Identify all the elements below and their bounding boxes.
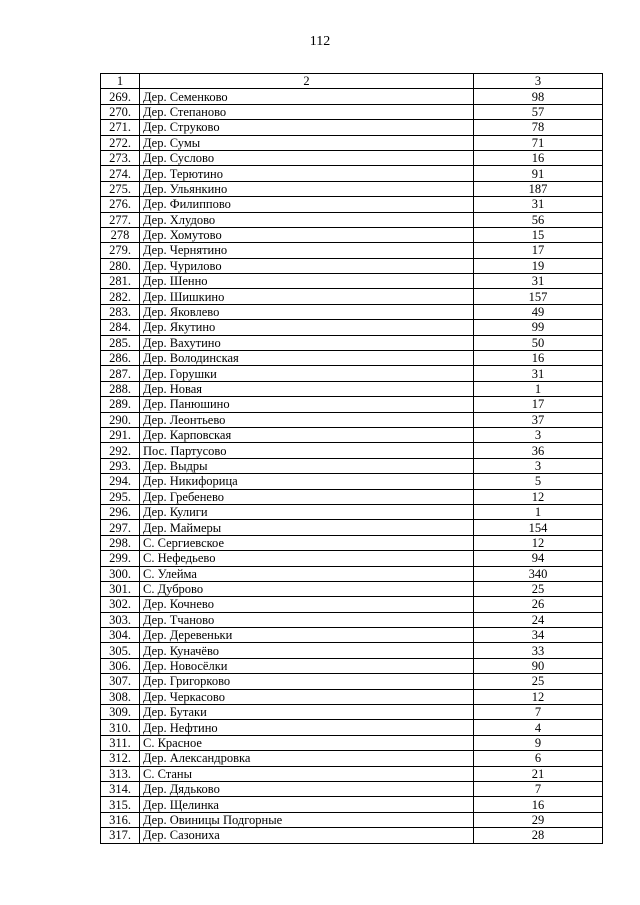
table-row	[101, 320, 603, 335]
row-number-cell: 285.	[101, 335, 140, 350]
table-row	[101, 504, 603, 519]
row-number-cell: 295.	[101, 489, 140, 504]
settlement-name-cell: Дер. Щелинка	[140, 797, 474, 812]
table-row	[101, 597, 603, 612]
table-row	[101, 366, 603, 381]
value-cell: 98	[474, 89, 603, 104]
row-number-cell: 270.	[101, 104, 140, 119]
value-cell: 9	[474, 735, 603, 750]
value-cell: 187	[474, 181, 603, 196]
table-body	[101, 74, 603, 844]
value-cell: 28	[474, 828, 603, 843]
settlement-name-cell: Дер. Хомутово	[140, 227, 474, 242]
value-cell: 154	[474, 520, 603, 535]
value-cell: 21	[474, 766, 603, 781]
settlement-name-cell: Дер. Карповская	[140, 427, 474, 442]
value-cell: 91	[474, 166, 603, 181]
value-cell: 49	[474, 304, 603, 319]
row-number-cell: 294.	[101, 474, 140, 489]
settlement-name-cell: Дер. Куначёво	[140, 643, 474, 658]
row-number-cell: 277.	[101, 212, 140, 227]
settlement-name-cell: С. Сергиевское	[140, 535, 474, 550]
settlement-name-cell: Дер. Хлудово	[140, 212, 474, 227]
settlement-name-cell: С. Красное	[140, 735, 474, 750]
settlement-name-cell: Дер. Маймеры	[140, 520, 474, 535]
row-number-cell: 311.	[101, 735, 140, 750]
settlement-name-cell: Дер. Чернятино	[140, 243, 474, 258]
settlement-name-cell: Дер. Филиппово	[140, 197, 474, 212]
value-cell: 50	[474, 335, 603, 350]
row-number-cell: 276.	[101, 197, 140, 212]
row-number-cell: 307.	[101, 674, 140, 689]
settlement-name-cell: С. Дуброво	[140, 581, 474, 596]
table-row	[101, 474, 603, 489]
settlement-name-cell: Дер. Тчаново	[140, 612, 474, 627]
table-row	[101, 212, 603, 227]
value-cell: 71	[474, 135, 603, 150]
settlement-name-cell: С. Улейма	[140, 566, 474, 581]
value-cell: 7	[474, 705, 603, 720]
table-row	[101, 89, 603, 104]
header-col-3: 3	[474, 74, 603, 89]
value-cell: 7	[474, 781, 603, 796]
value-cell: 16	[474, 351, 603, 366]
table-row	[101, 181, 603, 196]
table-row	[101, 551, 603, 566]
table-row	[101, 381, 603, 396]
value-cell: 5	[474, 474, 603, 489]
settlement-name-cell: Дер. Никифорица	[140, 474, 474, 489]
row-number-cell: 271.	[101, 120, 140, 135]
settlement-name-cell: Дер. Шишкино	[140, 289, 474, 304]
settlement-name-cell: Дер. Бутаки	[140, 705, 474, 720]
value-cell: 24	[474, 612, 603, 627]
table-row	[101, 628, 603, 643]
row-number-cell: 309.	[101, 705, 140, 720]
settlement-name-cell: Дер. Нефтино	[140, 720, 474, 735]
table-row	[101, 166, 603, 181]
table-row	[101, 735, 603, 750]
row-number-cell: 274.	[101, 166, 140, 181]
row-number-cell: 298.	[101, 535, 140, 550]
settlements-table	[100, 73, 603, 844]
row-number-cell: 306.	[101, 658, 140, 673]
value-cell: 16	[474, 797, 603, 812]
value-cell: 12	[474, 689, 603, 704]
settlement-name-cell: Дер. Дядьково	[140, 781, 474, 796]
value-cell: 36	[474, 443, 603, 458]
table-row	[101, 828, 603, 843]
row-number-cell: 297.	[101, 520, 140, 535]
settlement-name-cell: Дер. Суслово	[140, 150, 474, 165]
value-cell: 3	[474, 427, 603, 442]
row-number-cell: 284.	[101, 320, 140, 335]
table-row	[101, 766, 603, 781]
settlement-name-cell: Дер. Панюшино	[140, 397, 474, 412]
value-cell: 57	[474, 104, 603, 119]
value-cell: 29	[474, 812, 603, 827]
value-cell: 31	[474, 366, 603, 381]
settlement-name-cell: Дер. Овиницы Подгорные	[140, 812, 474, 827]
settlement-name-cell: Дер. Терютино	[140, 166, 474, 181]
table-header-row	[101, 74, 603, 89]
value-cell: 25	[474, 581, 603, 596]
value-cell: 94	[474, 551, 603, 566]
table-row	[101, 612, 603, 627]
settlement-name-cell: С. Нефедьево	[140, 551, 474, 566]
row-number-cell: 275.	[101, 181, 140, 196]
table-row	[101, 427, 603, 442]
row-number-cell: 273.	[101, 150, 140, 165]
row-number-cell: 292.	[101, 443, 140, 458]
settlement-name-cell: Дер. Яковлево	[140, 304, 474, 319]
row-number-cell: 290.	[101, 412, 140, 427]
row-number-cell: 299.	[101, 551, 140, 566]
value-cell: 1	[474, 381, 603, 396]
table-row	[101, 643, 603, 658]
row-number-cell: 301.	[101, 581, 140, 596]
row-number-cell: 269.	[101, 89, 140, 104]
row-number-cell: 296.	[101, 504, 140, 519]
value-cell: 31	[474, 197, 603, 212]
settlement-name-cell: Дер. Вахутино	[140, 335, 474, 350]
table-row	[101, 658, 603, 673]
table-row	[101, 581, 603, 596]
row-number-cell: 280.	[101, 258, 140, 273]
row-number-cell: 313.	[101, 766, 140, 781]
value-cell: 12	[474, 535, 603, 550]
settlement-name-cell: Дер. Сазониха	[140, 828, 474, 843]
row-number-cell: 305.	[101, 643, 140, 658]
table-row	[101, 351, 603, 366]
value-cell: 340	[474, 566, 603, 581]
settlement-name-cell: Дер. Володинская	[140, 351, 474, 366]
settlement-name-cell: Дер. Семенково	[140, 89, 474, 104]
table-row	[101, 243, 603, 258]
value-cell: 78	[474, 120, 603, 135]
table-row	[101, 520, 603, 535]
value-cell: 17	[474, 243, 603, 258]
row-number-cell: 293.	[101, 458, 140, 473]
table-row	[101, 812, 603, 827]
row-number-cell: 291.	[101, 427, 140, 442]
row-number-cell: 278	[101, 227, 140, 242]
table-row	[101, 335, 603, 350]
table-row	[101, 689, 603, 704]
table-row	[101, 458, 603, 473]
table-row	[101, 397, 603, 412]
settlement-name-cell: Дер. Горушки	[140, 366, 474, 381]
row-number-cell: 287.	[101, 366, 140, 381]
settlement-name-cell: Дер. Якутино	[140, 320, 474, 335]
value-cell: 99	[474, 320, 603, 335]
table-row	[101, 258, 603, 273]
value-cell: 12	[474, 489, 603, 504]
table-row	[101, 566, 603, 581]
row-number-cell: 272.	[101, 135, 140, 150]
value-cell: 34	[474, 628, 603, 643]
table-row	[101, 197, 603, 212]
row-number-cell: 279.	[101, 243, 140, 258]
value-cell: 90	[474, 658, 603, 673]
value-cell: 15	[474, 227, 603, 242]
row-number-cell: 286.	[101, 351, 140, 366]
table-row	[101, 443, 603, 458]
value-cell: 1	[474, 504, 603, 519]
table-row	[101, 489, 603, 504]
header-col-2: 2	[140, 74, 474, 89]
row-number-cell: 303.	[101, 612, 140, 627]
settlement-name-cell: Дер. Черкасово	[140, 689, 474, 704]
table-row	[101, 289, 603, 304]
table-row	[101, 150, 603, 165]
row-number-cell: 300.	[101, 566, 140, 581]
table-row	[101, 720, 603, 735]
settlement-name-cell: Дер. Гребенево	[140, 489, 474, 504]
row-number-cell: 308.	[101, 689, 140, 704]
value-cell: 6	[474, 751, 603, 766]
row-number-cell: 282.	[101, 289, 140, 304]
settlement-name-cell: Пос. Партусово	[140, 443, 474, 458]
settlement-name-cell: Дер. Новая	[140, 381, 474, 396]
table-row	[101, 227, 603, 242]
row-number-cell: 302.	[101, 597, 140, 612]
table-row	[101, 705, 603, 720]
page-number: 112	[309, 34, 331, 49]
value-cell: 17	[474, 397, 603, 412]
value-cell: 33	[474, 643, 603, 658]
table-row	[101, 781, 603, 796]
value-cell: 26	[474, 597, 603, 612]
settlement-name-cell: Дер. Степаново	[140, 104, 474, 119]
table-row	[101, 412, 603, 427]
settlement-name-cell: Дер. Выдры	[140, 458, 474, 473]
header-col-1: 1	[101, 74, 140, 89]
table-row	[101, 135, 603, 150]
table-row	[101, 274, 603, 289]
settlement-name-cell: Дер. Деревеньки	[140, 628, 474, 643]
table-row	[101, 797, 603, 812]
value-cell: 3	[474, 458, 603, 473]
table-row	[101, 674, 603, 689]
value-cell: 4	[474, 720, 603, 735]
value-cell: 25	[474, 674, 603, 689]
table-row	[101, 535, 603, 550]
value-cell: 37	[474, 412, 603, 427]
settlement-name-cell: Дер. Шенно	[140, 274, 474, 289]
row-number-cell: 283.	[101, 304, 140, 319]
settlement-name-cell: С. Станы	[140, 766, 474, 781]
row-number-cell: 288.	[101, 381, 140, 396]
settlement-name-cell: Дер. Кочнево	[140, 597, 474, 612]
value-cell: 31	[474, 274, 603, 289]
value-cell: 19	[474, 258, 603, 273]
row-number-cell: 310.	[101, 720, 140, 735]
row-number-cell: 314.	[101, 781, 140, 796]
row-number-cell: 304.	[101, 628, 140, 643]
value-cell: 16	[474, 150, 603, 165]
value-cell: 157	[474, 289, 603, 304]
settlement-name-cell: Дер. Леонтьево	[140, 412, 474, 427]
table-row	[101, 751, 603, 766]
row-number-cell: 312.	[101, 751, 140, 766]
settlement-name-cell: Дер. Ульянкино	[140, 181, 474, 196]
value-cell: 56	[474, 212, 603, 227]
table-row	[101, 104, 603, 119]
settlement-name-cell: Дер. Новосёлки	[140, 658, 474, 673]
row-number-cell: 317.	[101, 828, 140, 843]
row-number-cell: 289.	[101, 397, 140, 412]
settlement-name-cell: Дер. Струково	[140, 120, 474, 135]
settlement-name-cell: Дер. Сумы	[140, 135, 474, 150]
table-row	[101, 304, 603, 319]
row-number-cell: 316.	[101, 812, 140, 827]
settlement-name-cell: Дер. Григорково	[140, 674, 474, 689]
settlement-name-cell: Дер. Чурилово	[140, 258, 474, 273]
row-number-cell: 315.	[101, 797, 140, 812]
settlement-name-cell: Дер. Александровка	[140, 751, 474, 766]
settlement-name-cell: Дер. Кулиги	[140, 504, 474, 519]
row-number-cell: 281.	[101, 274, 140, 289]
table-row	[101, 120, 603, 135]
